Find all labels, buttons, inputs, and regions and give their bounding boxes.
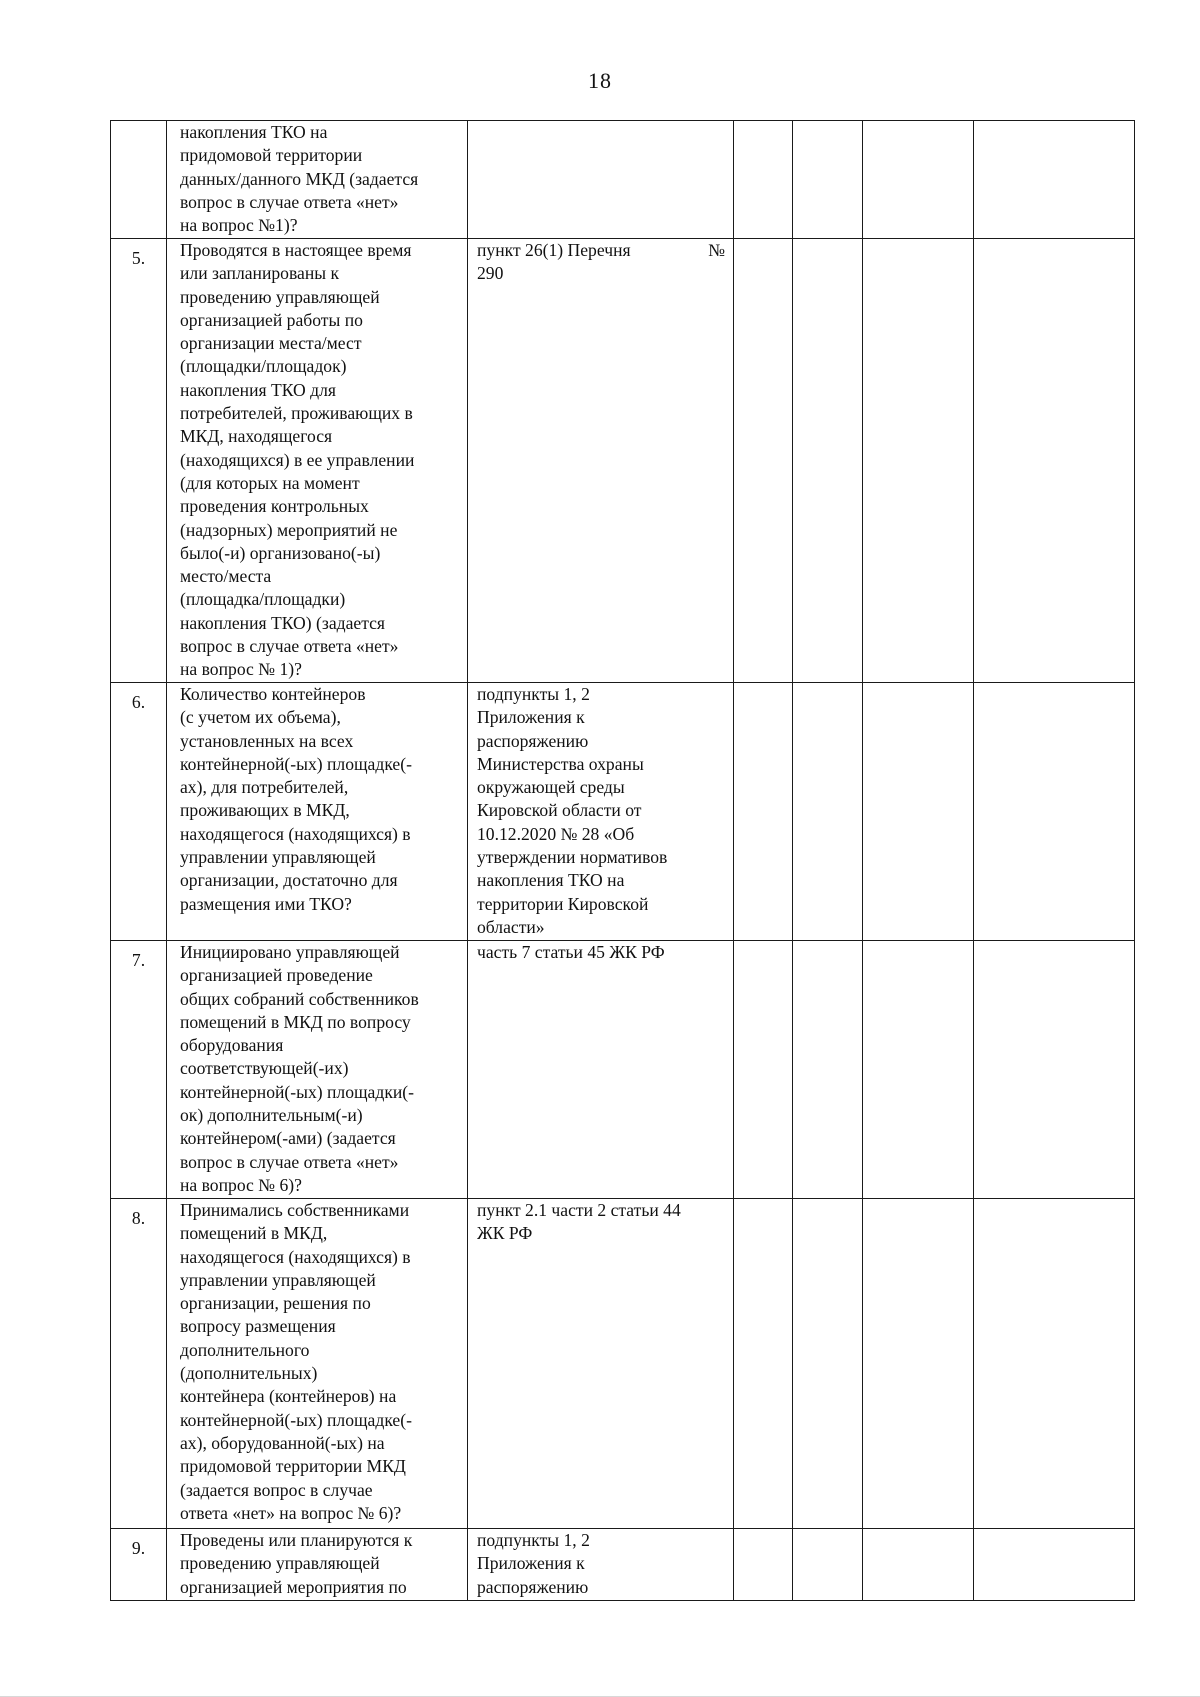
question-line: проживающих в МКД, (180, 800, 350, 821)
reference-line: Министерства охраны (477, 753, 644, 774)
question-line: накопления ТКО для (180, 379, 336, 400)
reference-line: Приложения к (477, 1553, 585, 1574)
question-line: данных/данного МКД (задается (180, 168, 419, 189)
reference-cell (468, 941, 734, 1199)
reference-cell (468, 683, 734, 941)
question-line: контейнерной(-ых) площадке(- (180, 1409, 412, 1430)
question-line: вопрос в случае ответа «нет» (180, 636, 399, 657)
question-line: накопления ТКО на (180, 122, 328, 142)
question-line: Принимались собственниками (180, 1200, 410, 1220)
question-line: Проведены или планируются к (180, 1530, 413, 1550)
question-line: дополнительного (180, 1339, 310, 1360)
question-line: контейнера (контейнеров) на (180, 1386, 397, 1407)
question-line: придомовой территории МКД (180, 1456, 406, 1477)
question-line: вопросу размещения (180, 1316, 336, 1337)
question-line: управлении управляющей (180, 1269, 376, 1290)
question-line: вопрос в случае ответа «нет» (180, 191, 399, 212)
table-row (111, 1529, 1135, 1601)
question-line: МКД, находящегося (180, 426, 333, 447)
table-row (111, 1199, 1135, 1529)
reference-cell (468, 239, 734, 683)
question-line: Инициировано управляющей (180, 942, 400, 962)
question-line: организации места/мест (180, 333, 362, 354)
reference-line: ЖК РФ (477, 1223, 533, 1244)
answer-no-cell[interactable] (793, 941, 863, 1199)
question-line: ответа «нет» на вопрос № 6)? (180, 1502, 402, 1523)
answer-na-cell[interactable] (863, 1199, 974, 1529)
reference-line: подпункты 1, 2 (477, 684, 590, 704)
reference-line: подпункты 1, 2 (477, 1530, 590, 1550)
question-line: организации, решения по (180, 1293, 371, 1314)
question-line: оборудования (180, 1035, 284, 1056)
question-line: контейнерной(-ых) площадки(- (180, 1081, 415, 1102)
reference-line: Кировской области от (477, 800, 642, 821)
question-line: контейнерной(-ых) площадке(- (180, 753, 412, 774)
reference-text: пункт 26(1) Перечня (477, 240, 631, 260)
reference-line: накопления ТКО на (477, 870, 625, 891)
question-line: проведению управляющей (180, 1553, 380, 1574)
reference-line: 290 (477, 263, 504, 284)
question-line: (задается вопрос в случае (180, 1479, 373, 1500)
reference-line: области» (477, 916, 545, 937)
question-line: (с учетом их объема), (180, 707, 341, 728)
question-line: место/места (180, 566, 272, 587)
question-line: (площадки/площадок) (180, 356, 347, 377)
question-line: Количество контейнеров (180, 684, 366, 704)
reference-line: окружающей среды (477, 777, 625, 798)
row-number-cell (111, 121, 167, 239)
row-number-cell: 5. (111, 239, 167, 683)
note-cell[interactable] (974, 1529, 1135, 1601)
answer-no-cell[interactable] (793, 1529, 863, 1601)
question-line: вопрос в случае ответа «нет» (180, 1151, 399, 1172)
answer-no-cell[interactable] (793, 1199, 863, 1529)
answer-yes-cell[interactable] (734, 683, 793, 941)
row-number-cell: 9. (111, 1529, 167, 1601)
answer-yes-cell[interactable] (734, 1199, 793, 1529)
question-line: (надзорных) мероприятий не (180, 519, 398, 540)
question-line: контейнером(-ами) (задается (180, 1128, 396, 1149)
answer-na-cell[interactable] (863, 121, 974, 239)
question-line: помещений в МКД по вопросу (180, 1011, 411, 1032)
reference-line: часть 7 статьи 45 ЖК РФ (477, 942, 665, 962)
question-line: размещения ими ТКО? (180, 893, 352, 914)
question-line: на вопрос № 1)? (180, 659, 302, 680)
answer-no-cell[interactable] (793, 121, 863, 239)
answer-na-cell[interactable] (863, 941, 974, 1199)
reference-line: утверждении нормативов (477, 847, 668, 868)
reference-number-sign: № (708, 240, 725, 260)
note-cell[interactable] (974, 121, 1135, 239)
reference-line: 10.12.2020 № 28 «Об (477, 823, 635, 844)
question-cell (167, 683, 468, 941)
note-cell[interactable] (974, 239, 1135, 683)
question-line: организации, достаточно для (180, 870, 398, 891)
table-row (111, 683, 1135, 941)
question-cell (167, 1529, 468, 1601)
answer-yes-cell[interactable] (734, 239, 793, 683)
reference-cell (468, 1529, 734, 1601)
reference-line: распоряжению (477, 1576, 589, 1597)
reference-line: распоряжению (477, 730, 589, 751)
answer-yes-cell[interactable] (734, 121, 793, 239)
reference-cell (468, 1199, 734, 1529)
row-number-cell: 6. (111, 683, 167, 941)
question-line: (дополнительных) (180, 1363, 318, 1384)
question-line: ок) дополнительным(-и) (180, 1105, 363, 1126)
question-line: Проводятся в настоящее время (180, 240, 412, 260)
question-line: накопления ТКО) (задается (180, 612, 385, 633)
question-line: установленных на всех (180, 730, 354, 751)
question-cell (167, 1199, 468, 1529)
table-row (111, 121, 1135, 239)
reference-line: территории Кировской (477, 893, 649, 914)
question-line: помещений в МКД, (180, 1223, 328, 1244)
answer-na-cell[interactable] (863, 1529, 974, 1601)
question-line: или запланированы к (180, 263, 340, 284)
question-line: общих собраний собственников (180, 988, 419, 1009)
checklist-table (110, 120, 1135, 1601)
note-cell[interactable] (974, 1199, 1135, 1529)
question-line: (площадка/площадки) (180, 589, 346, 610)
question-line: находящегося (находящихся) в (180, 1246, 411, 1267)
question-line: ах), оборудованной(-ых) на (180, 1432, 385, 1453)
question-line: управлении управляющей (180, 847, 376, 868)
question-line: проведению управляющей (180, 286, 380, 307)
answer-no-cell[interactable] (793, 239, 863, 683)
question-line: организацией мероприятия по (180, 1576, 407, 1597)
answer-yes-cell[interactable] (734, 1529, 793, 1601)
row-number-cell: 8. (111, 1199, 167, 1529)
question-cell (167, 239, 468, 683)
answer-na-cell[interactable] (863, 683, 974, 941)
reference-line: Приложения к (477, 707, 585, 728)
note-cell[interactable] (974, 683, 1135, 941)
reference-line: пункт 2.1 части 2 статьи 44 (477, 1200, 681, 1220)
question-cell (167, 941, 468, 1199)
question-line: потребителей, проживающих в (180, 403, 413, 424)
table-row (111, 239, 1135, 683)
reference-first-line (477, 239, 725, 262)
question-line: находящегося (находящихся) в (180, 823, 411, 844)
question-line: организацией работы по (180, 309, 363, 330)
reference-cell (468, 121, 734, 239)
question-line: на вопрос № 6)? (180, 1174, 302, 1195)
answer-no-cell[interactable] (793, 683, 863, 941)
question-line: проведения контрольных (180, 496, 369, 517)
answer-yes-cell[interactable] (734, 941, 793, 1199)
question-line: придомовой территории (180, 145, 363, 166)
question-line: на вопрос №1)? (180, 215, 298, 236)
note-cell[interactable] (974, 941, 1135, 1199)
answer-na-cell[interactable] (863, 239, 974, 683)
question-line: (находящихся) в ее управлении (180, 449, 415, 470)
question-line: было(-и) организовано(-ы) (180, 542, 381, 563)
question-line: (для которых на момент (180, 472, 360, 493)
page-number: 18 (588, 68, 612, 93)
question-line: соответствующей(-их) (180, 1058, 349, 1079)
row-number-cell: 7. (111, 941, 167, 1199)
question-cell (167, 121, 468, 239)
question-line: организацией проведение (180, 965, 373, 986)
question-line: ах), для потребителей, (180, 777, 349, 798)
table-row (111, 941, 1135, 1199)
